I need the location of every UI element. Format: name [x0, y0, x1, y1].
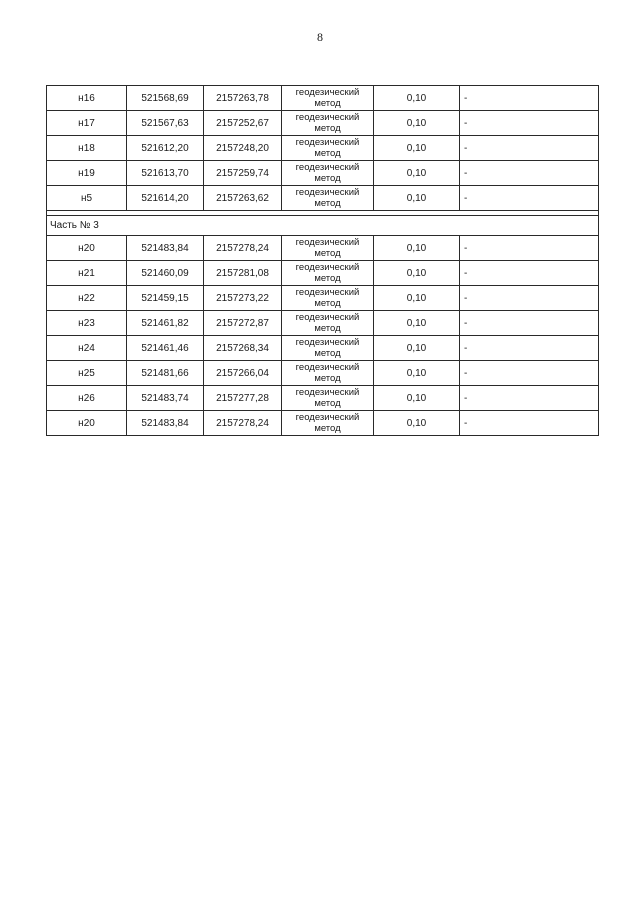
- method-cell: [282, 136, 374, 161]
- method-cell: [282, 361, 374, 386]
- point-cell: н24: [47, 336, 127, 361]
- method-cell: [282, 161, 374, 186]
- accuracy-cell: 0,10: [374, 161, 460, 186]
- accuracy-cell: 0,10: [374, 111, 460, 136]
- coordinates-table: [46, 85, 599, 436]
- description-cell: -: [460, 261, 599, 286]
- table-row: [47, 311, 599, 336]
- y-coordinate-cell: 2157278,24: [204, 236, 282, 261]
- y-coordinate-cell: 2157248,20: [204, 136, 282, 161]
- x-coordinate-cell: 521613,70: [127, 161, 204, 186]
- point-cell: н19: [47, 161, 127, 186]
- method-cell: [282, 86, 374, 111]
- accuracy-cell: 0,10: [374, 236, 460, 261]
- method-cell: [282, 236, 374, 261]
- method-line2: метод: [314, 198, 341, 209]
- method-line2: метод: [314, 98, 341, 109]
- accuracy-cell: 0,10: [374, 286, 460, 311]
- description-cell: -: [460, 186, 599, 211]
- accuracy-cell: 0,10: [374, 136, 460, 161]
- method-line2: метод: [314, 323, 341, 334]
- x-coordinate-cell: 521461,46: [127, 336, 204, 361]
- x-coordinate-cell: 521614,20: [127, 186, 204, 211]
- method-line2: метод: [314, 423, 341, 434]
- method-line1: геодезический: [295, 412, 360, 423]
- page-number: 8: [317, 30, 323, 44]
- y-coordinate-cell: 2157263,62: [204, 186, 282, 211]
- method-cell: [282, 411, 374, 436]
- accuracy-cell: 0,10: [374, 261, 460, 286]
- method-line2: метод: [314, 298, 341, 309]
- accuracy-cell: 0,10: [374, 186, 460, 211]
- point-cell: н5: [47, 186, 127, 211]
- description-cell: -: [460, 411, 599, 436]
- table-row: [47, 186, 599, 211]
- point-cell: н20: [47, 411, 127, 436]
- x-coordinate-cell: 521612,20: [127, 136, 204, 161]
- y-coordinate-cell: 2157281,08: [204, 261, 282, 286]
- accuracy-cell: 0,10: [374, 311, 460, 336]
- y-coordinate-cell: 2157259,74: [204, 161, 282, 186]
- method-line2: метод: [314, 373, 341, 384]
- method-line1: геодезический: [295, 137, 360, 148]
- method-cell: [282, 311, 374, 336]
- y-coordinate-cell: 2157252,67: [204, 111, 282, 136]
- section-header-row: [47, 216, 599, 236]
- description-cell: -: [460, 111, 599, 136]
- y-coordinate-cell: 2157277,28: [204, 386, 282, 411]
- y-coordinate-cell: 2157278,24: [204, 411, 282, 436]
- method-line1: геодезический: [295, 162, 360, 173]
- method-line2: метод: [314, 123, 341, 134]
- method-line1: геодезический: [295, 337, 360, 348]
- accuracy-cell: 0,10: [374, 336, 460, 361]
- description-cell: -: [460, 161, 599, 186]
- y-coordinate-cell: 2157263,78: [204, 86, 282, 111]
- method-cell: [282, 336, 374, 361]
- y-coordinate-cell: 2157266,04: [204, 361, 282, 386]
- point-cell: н21: [47, 261, 127, 286]
- method-line2: метод: [314, 398, 341, 409]
- point-cell: н25: [47, 361, 127, 386]
- table-row: [47, 86, 599, 111]
- table-row: [47, 111, 599, 136]
- point-cell: н22: [47, 286, 127, 311]
- accuracy-cell: 0,10: [374, 361, 460, 386]
- x-coordinate-cell: 521567,63: [127, 111, 204, 136]
- table-row: [47, 161, 599, 186]
- table-row: [47, 361, 599, 386]
- table-row: [47, 286, 599, 311]
- description-cell: -: [460, 361, 599, 386]
- method-cell: [282, 186, 374, 211]
- accuracy-cell: 0,10: [374, 411, 460, 436]
- method-line1: геодезический: [295, 387, 360, 398]
- y-coordinate-cell: 2157272,87: [204, 311, 282, 336]
- point-cell: н18: [47, 136, 127, 161]
- method-line2: метод: [314, 148, 341, 159]
- method-line2: метод: [314, 273, 341, 284]
- method-cell: [282, 261, 374, 286]
- method-line1: геодезический: [295, 312, 360, 323]
- table-row: [47, 336, 599, 361]
- point-cell: н17: [47, 111, 127, 136]
- x-coordinate-cell: 521461,82: [127, 311, 204, 336]
- table-row: [47, 136, 599, 161]
- method-line1: геодезический: [295, 87, 360, 98]
- method-cell: [282, 386, 374, 411]
- x-coordinate-cell: 521568,69: [127, 86, 204, 111]
- y-coordinate-cell: 2157273,22: [204, 286, 282, 311]
- method-line2: метод: [314, 348, 341, 359]
- description-cell: -: [460, 336, 599, 361]
- method-line2: метод: [314, 248, 341, 259]
- table-row: [47, 386, 599, 411]
- description-cell: -: [460, 86, 599, 111]
- x-coordinate-cell: 521483,84: [127, 236, 204, 261]
- method-line1: геодезический: [295, 112, 360, 123]
- table-row: [47, 411, 599, 436]
- description-cell: -: [460, 236, 599, 261]
- x-coordinate-cell: 521483,74: [127, 386, 204, 411]
- method-line1: геодезический: [295, 187, 360, 198]
- method-cell: [282, 111, 374, 136]
- point-cell: н16: [47, 86, 127, 111]
- y-coordinate-cell: 2157268,34: [204, 336, 282, 361]
- description-cell: -: [460, 311, 599, 336]
- x-coordinate-cell: 521460,09: [127, 261, 204, 286]
- x-coordinate-cell: 521459,15: [127, 286, 204, 311]
- method-line1: геодезический: [295, 237, 360, 248]
- point-cell: н20: [47, 236, 127, 261]
- x-coordinate-cell: 521481,66: [127, 361, 204, 386]
- method-cell: [282, 286, 374, 311]
- x-coordinate-cell: 521483,84: [127, 411, 204, 436]
- section-label: Часть № 3: [47, 216, 599, 236]
- description-cell: -: [460, 386, 599, 411]
- description-cell: -: [460, 136, 599, 161]
- method-line1: геодезический: [295, 262, 360, 273]
- table-row: [47, 236, 599, 261]
- method-line1: геодезический: [295, 362, 360, 373]
- accuracy-cell: 0,10: [374, 386, 460, 411]
- description-cell: -: [460, 286, 599, 311]
- table-row: [47, 261, 599, 286]
- point-cell: н23: [47, 311, 127, 336]
- method-line2: метод: [314, 173, 341, 184]
- method-line1: геодезический: [295, 287, 360, 298]
- accuracy-cell: 0,10: [374, 86, 460, 111]
- point-cell: н26: [47, 386, 127, 411]
